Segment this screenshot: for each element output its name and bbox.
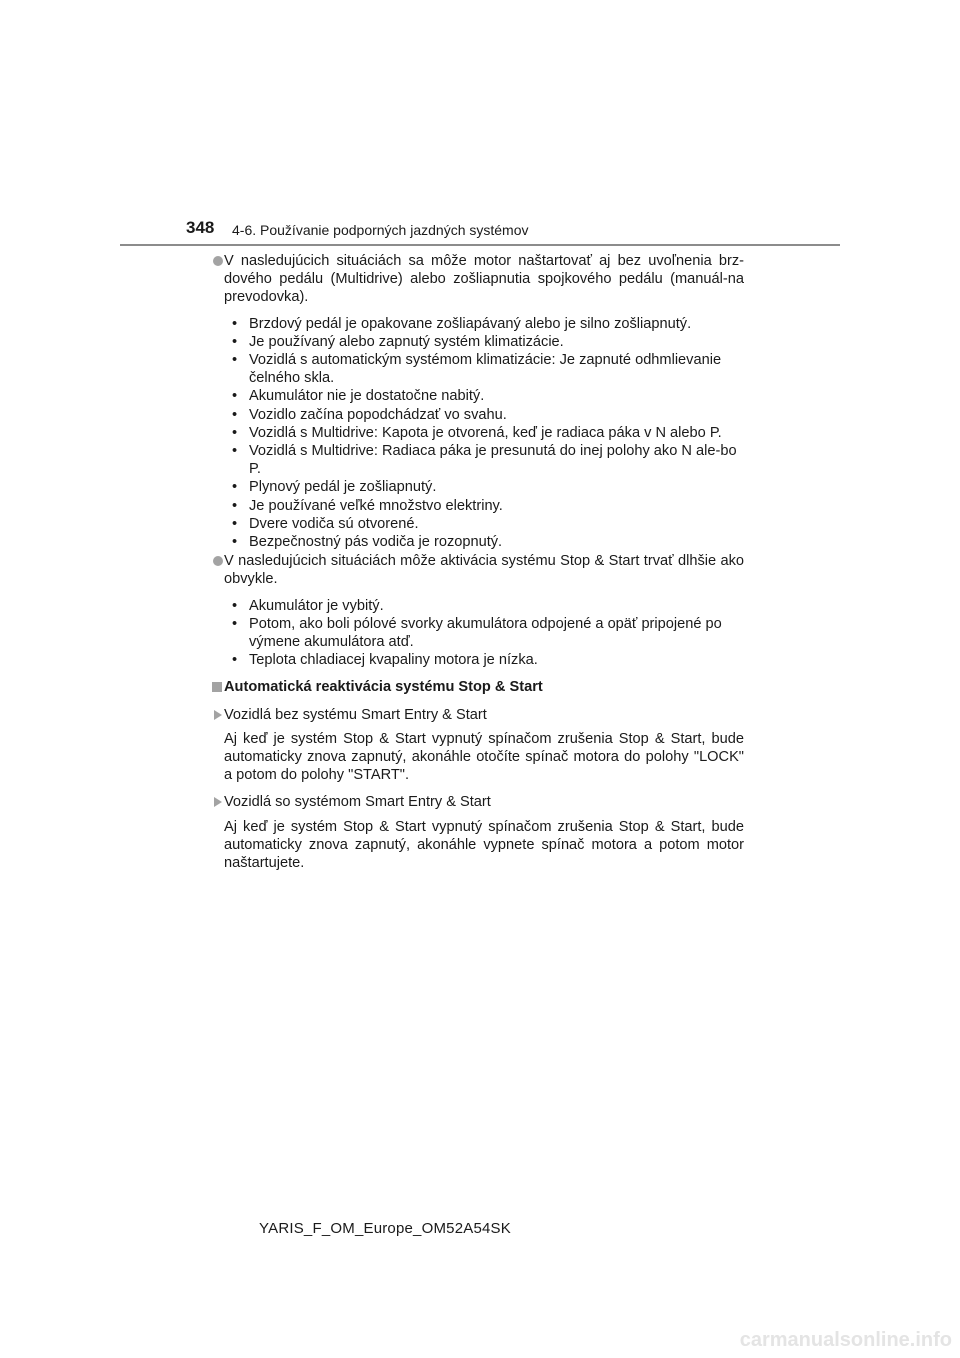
list-item: • Potom, ako boli pólové svorky akumulátora odpojené a opäť pripojené po výmene akumulátora atď. — [232, 615, 722, 651]
header-divider — [120, 244, 840, 246]
bullet-dot-icon: • — [232, 652, 238, 669]
bullet-dot-icon: • — [232, 333, 238, 350]
bullet-dot-icon: • — [232, 424, 238, 441]
section-title: 4-6. Používanie podporných jazdných systémov — [232, 222, 529, 238]
list-item: • Vozidlá s Multidrive: Kapota je otvorená, keď je radiaca páka v N alebo P. — [232, 424, 722, 441]
list-item: • Dvere vodiča sú otvorené. — [232, 515, 419, 532]
bullet-dot-icon: • — [232, 597, 238, 614]
main-content — [224, 252, 744, 872]
list-item: • Je používané veľké množstvo elektriny. — [232, 497, 503, 514]
list-item: • Plynový pedál je zošliapnutý. — [232, 479, 437, 496]
triangle-bullet-icon — [214, 797, 222, 807]
list-item: • Vozidlá s Multidrive: Radiaca páka je presunutá do inej polohy ako N ale-bo P. — [232, 443, 737, 478]
bullet-dot-icon: • — [232, 615, 238, 632]
bullet-dot-icon: • — [232, 497, 238, 514]
bullet-dot-icon: • — [232, 443, 238, 460]
bullet-dot-icon: • — [232, 406, 238, 423]
list-item: • Akumulátor je vybitý. — [232, 597, 384, 614]
circle-bullet-icon — [213, 256, 223, 266]
circle-item-1 — [224, 252, 744, 307]
square-bullet-icon — [212, 682, 222, 692]
bullet-dot-icon: • — [232, 515, 238, 532]
triangle-bullet-icon — [214, 710, 222, 720]
document-code: YARIS_F_OM_Europe_OM52A54SK — [259, 1220, 511, 1237]
bullet-dot-icon: • — [232, 388, 238, 405]
list-item: • Vozidlo začína popodchádzať vo svahu. — [232, 406, 507, 423]
subsection-title-1: Vozidlá bez systému Smart Entry & Start — [224, 706, 744, 724]
page-footer — [0, 1220, 960, 1237]
item-text: V nasledujúcich situáciách môže aktivácia systému Stop & Start trvať dlhšie ako obvykle. — [224, 553, 744, 588]
list-item: • Vozidlá s automatickým systémom klimatizácie: Je zapnuté odhmlievanie čelného skla. — [232, 352, 722, 387]
subsection-title-2: Vozidlá so systémom Smart Entry & Start — [224, 793, 744, 811]
bullet-dot-icon: • — [232, 352, 238, 369]
page-number: 348 — [186, 218, 215, 237]
bullet-list-2 — [224, 597, 744, 670]
list-item: • Je používaný alebo zapnutý systém klimatizácie. — [232, 333, 564, 350]
circle-item-2 — [224, 552, 744, 588]
bullet-dot-icon: • — [232, 315, 238, 332]
bullet-list-1 — [224, 315, 744, 552]
watermark: carmanualsonline.info — [739, 1329, 952, 1351]
list-item: • Bezpečnostný pás vodiča je rozopnutý. — [232, 534, 503, 551]
page-header — [0, 0, 960, 250]
item-text: V nasledujúcich situáciách sa môže motor naštartovať aj bez uvoľnenia brz-dového pedálu (Multidrive) alebo zošliapnutia spojkového pedálu (manuál-na prevodovka). — [224, 253, 744, 306]
subsection-paragraph-1: Aj keď je systém Stop & Start vypnutý spínačom zrušenia Stop & Start, bude automaticky znova zapnutý, akonáhle otočíte spínač motora do polohy "LOCK" a potom do polohy "START". — [224, 730, 744, 784]
list-item: • Teplota chladiacej kvapaliny motora je nízka. — [232, 652, 538, 669]
section-heading: Automatická reaktivácia systému Stop & Start — [224, 678, 744, 696]
subsection-paragraph-2: Aj keď je systém Stop & Start vypnutý spínačom zrušenia Stop & Start, bude automaticky znova zapnutý, akonáhle vypnete spínač motora a potom motor naštartujete. — [224, 818, 744, 872]
list-item: • Brzdový pedál je opakovane zošliapávaný alebo je silno zošliapnutý. — [232, 315, 692, 332]
circle-bullet-icon — [213, 556, 223, 566]
bullet-dot-icon: • — [232, 534, 238, 551]
list-item: • Akumulátor nie je dostatočne nabitý. — [232, 388, 485, 405]
bullet-dot-icon: • — [232, 479, 238, 496]
